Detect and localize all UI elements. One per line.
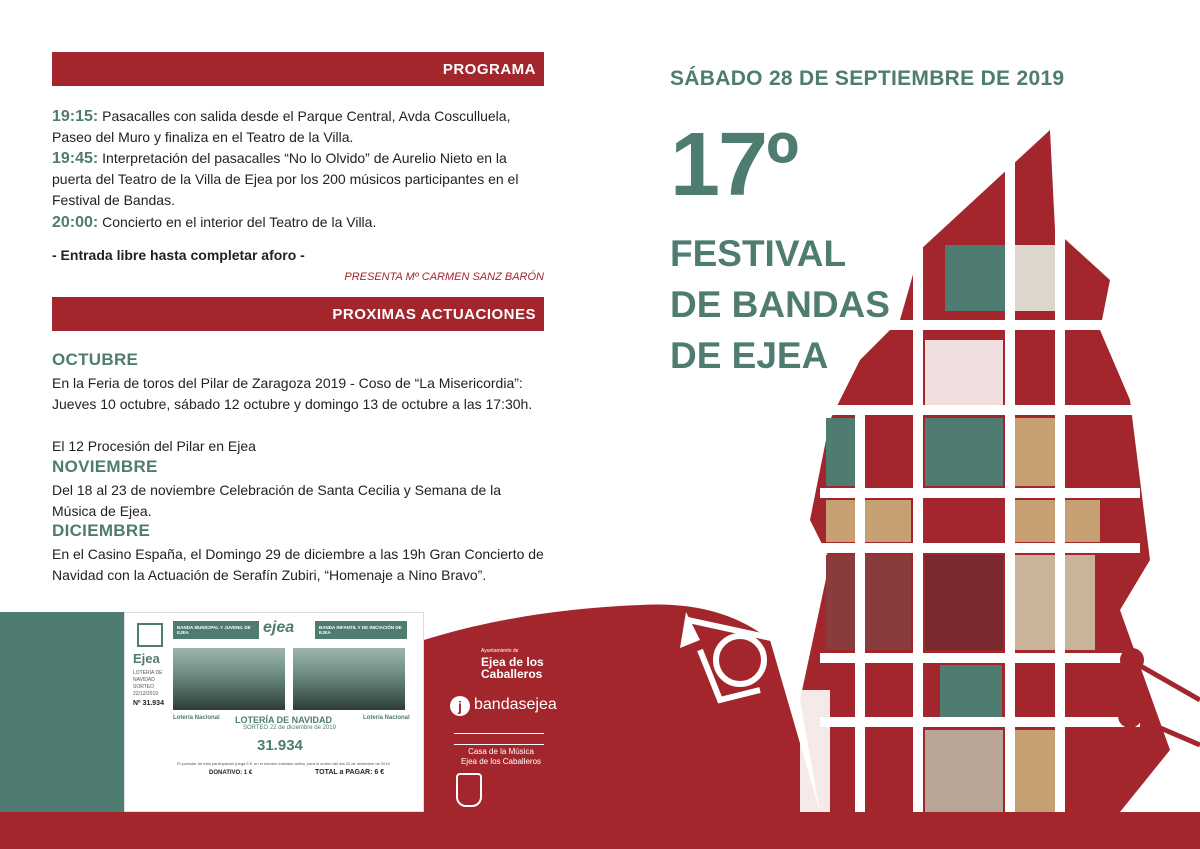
ticket-stub-number: Nº 31.934: [133, 700, 164, 707]
month-diciembre: DICIEMBRE: [52, 521, 151, 540]
ayuntamiento-logo: [449, 640, 589, 686]
seal-icon: [456, 773, 482, 807]
ticket-stub: [133, 621, 169, 805]
lottery-ticket: [124, 612, 424, 812]
ticket-stub-text: LOTERÍA DE NAVIDAD SORTEO 22/12/2019: [133, 670, 163, 697]
programa-time: 20:00:: [52, 214, 99, 231]
ayuntamiento-small: Ayuntamiento de: [481, 648, 519, 654]
ticket-number: 31.934: [257, 737, 303, 754]
title-line: FESTIVAL: [670, 233, 847, 274]
event-date: SÁBADO 28 DE SEPTIEMBRE DE 2019: [670, 67, 1065, 90]
programa-text: Pasacalles con salida desde el Parque Central, Avda Cosculluela, Paseo del Muro y finaliza en el Teatro de la Villa.: [52, 108, 511, 145]
casa-musica-logo: [446, 733, 556, 767]
presenta-credit: PRESENTA Mº CARMEN SANZ BARÓN: [344, 271, 544, 283]
bandas-text: bandasejea: [474, 696, 557, 713]
month-text: Del 18 al 23 de noviembre Celebración de Santa Cecilia y Semana de la Música de Ejea.: [52, 482, 502, 519]
ticket-donativo: DONATIVO: 1 €: [209, 770, 253, 776]
month-text: El 12 Procesión del Pilar en Ejea: [52, 438, 256, 454]
entrada-libre: - Entrada libre hasta completar aforo -: [52, 247, 305, 263]
ayuntamiento-line1: Ejea de los: [481, 655, 544, 669]
month-text: En el Casino España, el Domingo 29 de diciembre a las 19h Gran Concierto de Navidad con la Actuación de Serafín Zubiri, “Homenaje a Nino Bravo”.: [52, 546, 544, 583]
bandas-circle-icon: j: [450, 696, 470, 716]
ticket-band-right: BANDA INFANTIL Y DE INICIACIÓN DE EJEA: [315, 621, 407, 639]
ticket-total: TOTAL a PAGAR: 6 €: [315, 769, 385, 776]
programa-time: 19:15:: [52, 108, 99, 125]
edition-number: 17º: [670, 115, 797, 215]
programa-header: PROGRAMA: [52, 52, 544, 86]
ticket-brand: ejea: [263, 619, 295, 636]
ticket-logo-icon: [137, 623, 163, 647]
month-noviembre: NOVIEMBRE: [52, 457, 158, 476]
programa-time: 19:45:: [52, 150, 99, 167]
ticket-band-left: BANDA MUNICIPAL Y JUVENIL DE EJEA: [173, 621, 259, 639]
casa-text-1: Casa de la Música: [468, 747, 534, 756]
festival-title: [670, 228, 890, 381]
ticket-sorteo: SORTEO 22 de diciembre de 2019: [243, 725, 336, 731]
shield-icon: [449, 640, 475, 682]
ayuntamiento-name: [481, 656, 544, 680]
ticket-ejea: Ejea: [133, 651, 160, 666]
month-octubre: OCTUBRE: [52, 350, 139, 369]
title-line: DE EJEA: [670, 335, 829, 376]
ticket-loteria-left: Lotería Nacional: [173, 715, 220, 721]
ticket-loteria-right: Lotería Nacional: [363, 715, 410, 721]
ticket-fineprint: El portador de esta participación juega 5 €, en el número indicado arriba, para el sorteo del día 22 de diciembre de 2019: [177, 761, 390, 766]
month-text: En la Feria de toros del Pilar de Zaragoza 2019 - Coso de “La Misericordia”: Jueves 10 octubre, sábado 12 octubre y domingo 13 de octubre a las 17:30h.: [52, 375, 533, 412]
casa-text-2: Ejea de los Caballeros: [460, 757, 542, 766]
proximas-header: PROXIMAS ACTUACIONES: [52, 297, 544, 331]
ticket-title: LOTERÍA DE NAVIDAD: [235, 715, 333, 725]
ticket-photo-right: [293, 648, 405, 710]
ayuntamiento-line2: Caballeros: [481, 667, 543, 681]
teal-block: [0, 612, 124, 812]
programa-text: Interpretación del pasacalles “No lo Olvido” de Aurelio Nieto en la puerta del Teatro de la Villa de Ejea por los 200 músicos participantes en el Festival de Bandas.: [52, 150, 519, 208]
bottom-band: [0, 812, 1200, 849]
title-line: DE BANDAS: [670, 284, 890, 325]
ticket-photo-left: [173, 648, 285, 710]
programa-text: Concierto en el interior del Teatro de la Villa.: [98, 214, 377, 230]
casa-lines-icon: [454, 733, 544, 745]
